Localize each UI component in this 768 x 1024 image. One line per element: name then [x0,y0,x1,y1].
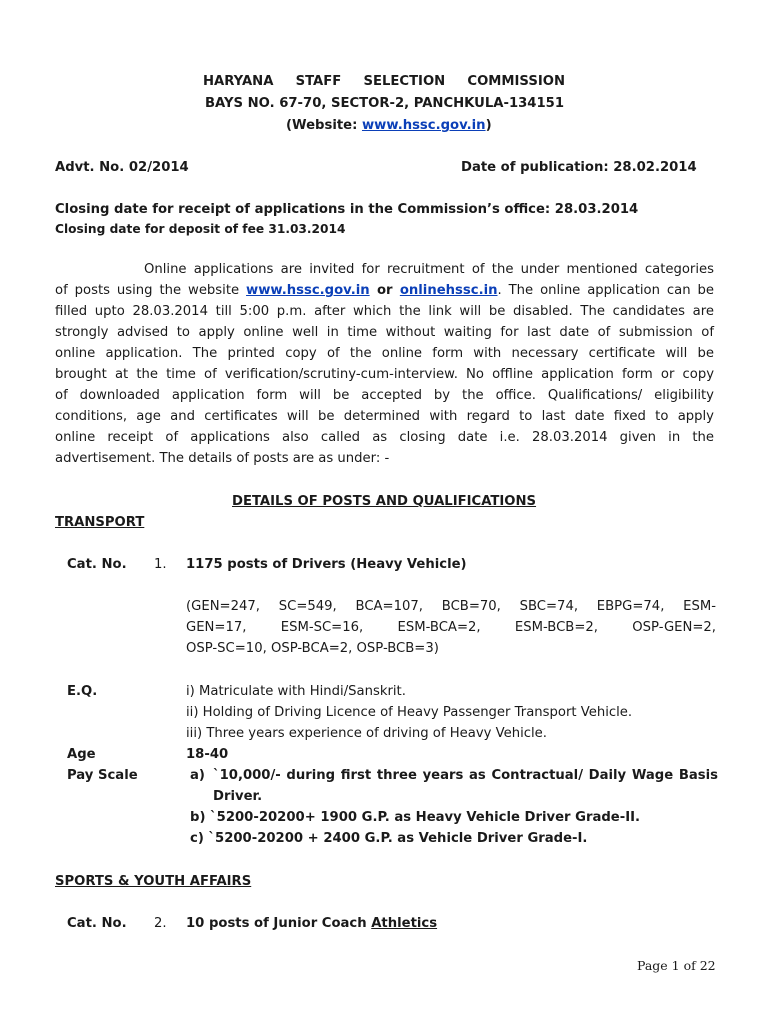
eq-item: iii) Three years experience of driving of Heavy Vehicle. [186,726,547,741]
pay-a-marker: a) [190,768,205,783]
cat-label: Cat. No. [67,916,127,931]
intro-line: conditions, age and certificates will be determined with regard to last date fixed to apply [55,409,714,424]
intro-line: filled upto 28.03.2014 till 5:00 p.m. after which the link will be disabled. The candidates are [55,304,714,319]
website-suffix: ) [485,118,492,133]
publication-date: Date of publication: 28.02.2014 [461,160,697,175]
org-word: COMMISSION [467,74,565,89]
eq-item: ii) Holding of Driving Licence of Heavy Passenger Transport Vehicle. [186,705,633,720]
intro-line: strongly advised to apply online well in time without waiting for last date of submission of [55,325,714,340]
pay-label: Pay Scale [67,768,138,783]
transport-heading: TRANSPORT [55,515,145,530]
post-title: 10 posts of Junior Coach Athletics [186,916,438,931]
website-link[interactable]: www.hssc.gov.in [361,118,486,133]
website-line [286,118,492,133]
org-word: SELECTION [363,74,446,89]
closing-receipt: Closing date for receipt of applications in the Commission’s office: 28.03.2014 [55,202,639,217]
intro-line [55,262,714,277]
cat-label: Cat. No. [67,557,127,572]
category-breakup: (GEN=247, SC=549, BCA=107, BCB=70, SBC=74, EBPG=74, ESM- [186,599,716,614]
page-number: Page 1 of 22 [637,958,716,973]
intro-line: of posts using the website www.hssc.gov.in or onlinehssc.in. The online application can be [55,283,714,298]
discipline: Athletics [371,916,438,931]
eq-label: E.Q. [67,684,98,699]
eq-item: i) Matriculate with Hindi/Sanskrit. [186,684,406,699]
age-label: Age [67,747,96,762]
advt-number: Advt. No. 02/2014 [55,160,189,175]
age-value: 18-40 [186,747,229,762]
website-prefix: (Website: [286,118,362,133]
category-breakup: OSP-SC=10, OSP-BCA=2, OSP-BCB=3) [186,641,439,656]
hssc-link[interactable]: www.hssc.gov.in [246,283,370,298]
intro-line: online application. The printed copy of the online form with necessary certificate will be [55,346,714,361]
pay-c: c) `5200-20200 + 2400 G.P. as Vehicle Driver Grade-I. [190,831,588,846]
cat-number: 1. [154,557,167,572]
intro-line: brought at the time of verification/scrutiny-cum-interview. No offline application form or copy [55,367,714,382]
intro-line: of downloaded application form will be accepted by the office. Qualifications/ eligibility [55,388,714,403]
pay-a: `10,000/- during first three years as Contractual/ Daily Wage Basis [213,768,718,783]
org-word: HARYANA [203,74,274,89]
pay-a-cont: Driver. [213,789,263,804]
sports-heading: SPORTS & YOUTH AFFAIRS [55,874,252,889]
org-name [203,74,565,89]
cat-number: 2. [154,916,167,931]
post-title: 1175 posts of Drivers (Heavy Vehicle) [186,557,467,572]
intro-line-1: Online applications are invited for recruitment of the under mentioned categories [144,262,714,277]
org-word: STAFF [295,74,342,89]
pay-b: b) `5200-20200+ 1900 G.P. as Heavy Vehicle Driver Grade-II. [190,810,641,825]
closing-fee: Closing date for deposit of fee 31.03.2014 [55,222,346,236]
onlinehssc-link[interactable]: onlinehssc.in [399,283,498,298]
intro-line: advertisement. The details of posts are as under: - [55,451,390,466]
category-breakup: GEN=17, ESM-SC=16, ESM-BCA=2, ESM-BCB=2, OSP-GEN=2, [186,620,716,635]
details-heading: DETAILS OF POSTS AND QUALIFICATIONS [232,494,537,509]
intro-line: online receipt of applications also called as closing date i.e. 28.03.2014 given in the [55,430,714,445]
org-address: BAYS NO. 67-70, SECTOR-2, PANCHKULA-134151 [205,96,565,111]
